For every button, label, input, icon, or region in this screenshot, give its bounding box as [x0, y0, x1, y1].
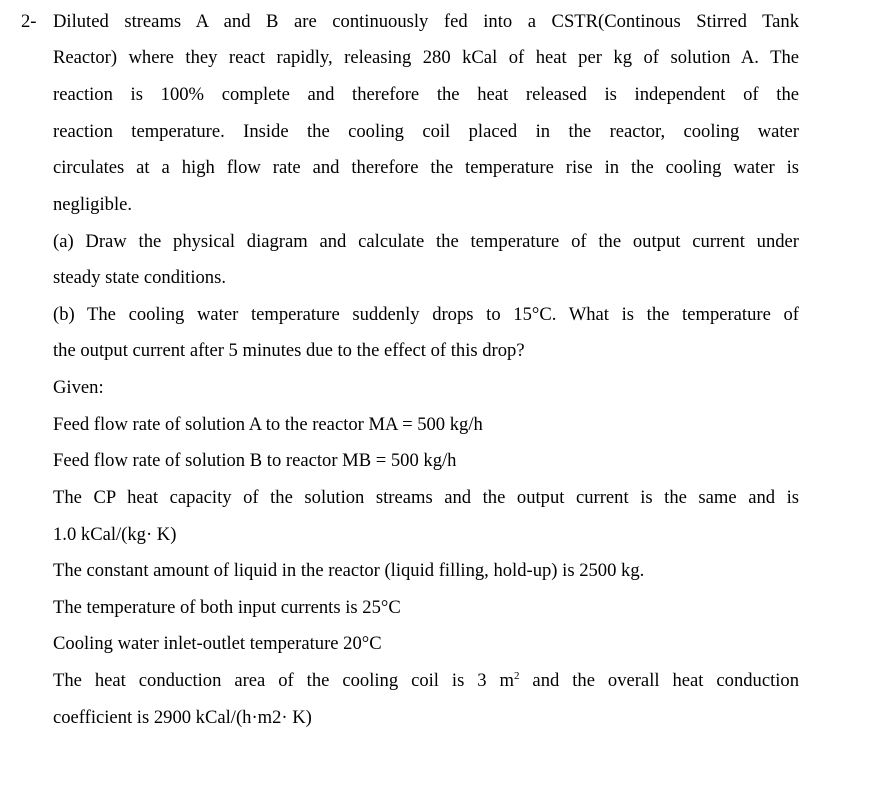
given-feed-a: Feed flow rate of solution A to the reactor MA = 500 kg/h — [53, 414, 483, 435]
intro-line-4: reaction temperature. Inside the cooling coil placed in the reactor, cooling water — [53, 121, 799, 142]
given-holdup: The constant amount of liquid in the reactor (liquid filling, hold-up) is 2500 kg. — [53, 560, 645, 581]
given-area-line — [53, 670, 799, 692]
given-coefficient: coefficient is 2900 kCal/(h·m2· K) — [53, 707, 312, 728]
intro-line-2: Reactor) where they react rapidly, releasing 280 kCal of heat per kg of solution A. The — [53, 47, 799, 68]
intro-line-1: Diluted streams A and B are continuously fed into a CSTR(Continous Stirred Tank — [53, 11, 799, 32]
part-a-line-1: (a) Draw the physical diagram and calculate the temperature of the output current under — [53, 231, 799, 252]
intro-line-5: circulates at a high flow rate and therefore the temperature rise in the cooling water is — [53, 157, 799, 178]
given-cooling-temp: Cooling water inlet-outlet temperature 20°C — [53, 633, 382, 654]
problem-number: 2- — [21, 11, 37, 32]
given-cp-line-2: 1.0 kCal/(kg· K) — [53, 524, 177, 545]
area-prefix: The heat conduction area of the cooling coil is 3 m — [53, 670, 514, 691]
part-a-line-2: steady state conditions. — [53, 267, 226, 288]
given-feed-b: Feed flow rate of solution B to reactor MB = 500 kg/h — [53, 450, 457, 471]
given-label: Given: — [53, 377, 104, 398]
part-b-line-1: (b) The cooling water temperature suddenly drops to 15°C. What is the temperature of — [53, 304, 799, 325]
part-b-line-2: the output current after 5 minutes due to the effect of this drop? — [53, 340, 525, 361]
area-superscript: 2 — [513, 670, 520, 682]
given-cp-line-1: The CP heat capacity of the solution streams and the output current is the same and is — [53, 487, 799, 508]
area-suffix: and the overall heat conduction — [519, 670, 800, 691]
intro-line-6: negligible. — [53, 194, 133, 215]
intro-line-3: reaction is 100% complete and therefore the heat released is independent of the — [53, 84, 799, 105]
given-inlet-temp: The temperature of both input currents is 25°C — [53, 597, 401, 618]
